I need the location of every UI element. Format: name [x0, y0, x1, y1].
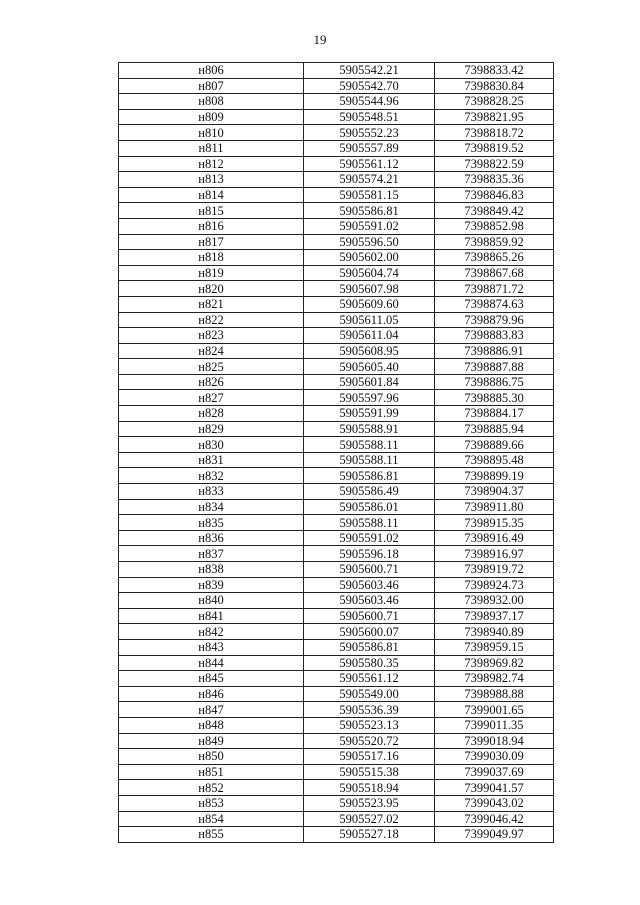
table-row [119, 499, 554, 515]
point-id-cell: н819 [119, 265, 304, 281]
x-coordinate-cell: 5905588.11 [304, 515, 435, 531]
coordinates-table-body [119, 63, 554, 843]
y-coordinate-cell: 7398835.36 [435, 172, 554, 188]
point-id-cell: н842 [119, 624, 304, 640]
x-coordinate-cell: 5905549.00 [304, 686, 435, 702]
table-row [119, 109, 554, 125]
x-coordinate-cell: 5905586.81 [304, 468, 435, 484]
y-coordinate-cell: 7398874.63 [435, 296, 554, 312]
table-row [119, 265, 554, 281]
y-coordinate-cell: 7398889.66 [435, 437, 554, 453]
y-coordinate-cell: 7399018.94 [435, 733, 554, 749]
x-coordinate-cell: 5905523.95 [304, 795, 435, 811]
table-row [119, 296, 554, 312]
table-row [119, 421, 554, 437]
point-id-cell: н822 [119, 312, 304, 328]
table-row [119, 468, 554, 484]
x-coordinate-cell: 5905586.81 [304, 203, 435, 219]
y-coordinate-cell: 7398915.35 [435, 515, 554, 531]
x-coordinate-cell: 5905596.50 [304, 234, 435, 250]
table-row [119, 702, 554, 718]
table-row [119, 172, 554, 188]
point-id-cell: н839 [119, 577, 304, 593]
y-coordinate-cell: 7398819.52 [435, 140, 554, 156]
x-coordinate-cell: 5905596.18 [304, 546, 435, 562]
x-coordinate-cell: 5905607.98 [304, 281, 435, 297]
point-id-cell: н821 [119, 296, 304, 312]
table-row [119, 359, 554, 375]
y-coordinate-cell: 7398828.25 [435, 94, 554, 110]
x-coordinate-cell: 5905588.91 [304, 421, 435, 437]
table-row [119, 406, 554, 422]
x-coordinate-cell: 5905518.94 [304, 780, 435, 796]
x-coordinate-cell: 5905591.99 [304, 406, 435, 422]
table-row [119, 717, 554, 733]
x-coordinate-cell: 5905603.46 [304, 593, 435, 609]
table-row [119, 452, 554, 468]
y-coordinate-cell: 7398852.98 [435, 218, 554, 234]
y-coordinate-cell: 7398879.96 [435, 312, 554, 328]
table-row [119, 63, 554, 79]
x-coordinate-cell: 5905523.13 [304, 717, 435, 733]
x-coordinate-cell: 5905600.71 [304, 562, 435, 578]
x-coordinate-cell: 5905580.35 [304, 655, 435, 671]
y-coordinate-cell: 7398883.83 [435, 328, 554, 344]
y-coordinate-cell: 7398867.68 [435, 265, 554, 281]
table-row [119, 671, 554, 687]
point-id-cell: н832 [119, 468, 304, 484]
table-row [119, 733, 554, 749]
page-number: 19 [313, 32, 327, 47]
table-row [119, 749, 554, 765]
x-coordinate-cell: 5905591.02 [304, 218, 435, 234]
table-row [119, 655, 554, 671]
y-coordinate-cell: 7398911.80 [435, 499, 554, 515]
point-id-cell: н826 [119, 374, 304, 390]
y-coordinate-cell: 7398887.88 [435, 359, 554, 375]
y-coordinate-cell: 7399001.65 [435, 702, 554, 718]
point-id-cell: н829 [119, 421, 304, 437]
point-id-cell: н838 [119, 562, 304, 578]
x-coordinate-cell: 5905536.39 [304, 702, 435, 718]
table-row [119, 795, 554, 811]
point-id-cell: н824 [119, 343, 304, 359]
table-row [119, 593, 554, 609]
table-row [119, 281, 554, 297]
y-coordinate-cell: 7398895.48 [435, 452, 554, 468]
x-coordinate-cell: 5905515.38 [304, 764, 435, 780]
table-row [119, 608, 554, 624]
point-id-cell: н831 [119, 452, 304, 468]
y-coordinate-cell: 7398886.75 [435, 374, 554, 390]
table-row [119, 156, 554, 172]
table-row [119, 187, 554, 203]
point-id-cell: н809 [119, 109, 304, 125]
point-id-cell: н841 [119, 608, 304, 624]
point-id-cell: н837 [119, 546, 304, 562]
table-row [119, 639, 554, 655]
x-coordinate-cell: 5905586.49 [304, 484, 435, 500]
y-coordinate-cell: 7398916.49 [435, 530, 554, 546]
point-id-cell: н827 [119, 390, 304, 406]
x-coordinate-cell: 5905527.02 [304, 811, 435, 827]
y-coordinate-cell: 7398924.73 [435, 577, 554, 593]
table-row [119, 437, 554, 453]
x-coordinate-cell: 5905542.70 [304, 78, 435, 94]
y-coordinate-cell: 7399041.57 [435, 780, 554, 796]
table-row [119, 218, 554, 234]
x-coordinate-cell: 5905588.11 [304, 452, 435, 468]
y-coordinate-cell: 7399030.09 [435, 749, 554, 765]
point-id-cell: н830 [119, 437, 304, 453]
point-id-cell: н823 [119, 328, 304, 344]
table-row [119, 328, 554, 344]
x-coordinate-cell: 5905561.12 [304, 671, 435, 687]
x-coordinate-cell: 5905601.84 [304, 374, 435, 390]
y-coordinate-cell: 7398988.88 [435, 686, 554, 702]
x-coordinate-cell: 5905600.07 [304, 624, 435, 640]
table-row [119, 764, 554, 780]
point-id-cell: н813 [119, 172, 304, 188]
y-coordinate-cell: 7398904.37 [435, 484, 554, 500]
point-id-cell: н820 [119, 281, 304, 297]
table-row [119, 686, 554, 702]
y-coordinate-cell: 7398959.15 [435, 639, 554, 655]
point-id-cell: н843 [119, 639, 304, 655]
x-coordinate-cell: 5905611.04 [304, 328, 435, 344]
y-coordinate-cell: 7398818.72 [435, 125, 554, 141]
table-row [119, 562, 554, 578]
coordinates-table [118, 62, 554, 843]
table-row [119, 250, 554, 266]
point-id-cell: н840 [119, 593, 304, 609]
table-row [119, 140, 554, 156]
point-id-cell: н833 [119, 484, 304, 500]
x-coordinate-cell: 5905561.12 [304, 156, 435, 172]
y-coordinate-cell: 7398865.26 [435, 250, 554, 266]
point-id-cell: н847 [119, 702, 304, 718]
y-coordinate-cell: 7399011.35 [435, 717, 554, 733]
x-coordinate-cell: 5905586.81 [304, 639, 435, 655]
point-id-cell: н812 [119, 156, 304, 172]
table-row [119, 780, 554, 796]
point-id-cell: н836 [119, 530, 304, 546]
point-id-cell: н808 [119, 94, 304, 110]
y-coordinate-cell: 7398859.92 [435, 234, 554, 250]
x-coordinate-cell: 5905602.00 [304, 250, 435, 266]
x-coordinate-cell: 5905527.18 [304, 827, 435, 843]
y-coordinate-cell: 7398833.42 [435, 63, 554, 79]
y-coordinate-cell: 7399049.97 [435, 827, 554, 843]
table-row [119, 234, 554, 250]
x-coordinate-cell: 5905552.23 [304, 125, 435, 141]
table-row [119, 390, 554, 406]
point-id-cell: н846 [119, 686, 304, 702]
table-row [119, 515, 554, 531]
x-coordinate-cell: 5905544.96 [304, 94, 435, 110]
x-coordinate-cell: 5905611.05 [304, 312, 435, 328]
x-coordinate-cell: 5905591.02 [304, 530, 435, 546]
x-coordinate-cell: 5905608.95 [304, 343, 435, 359]
point-id-cell: н834 [119, 499, 304, 515]
point-id-cell: н848 [119, 717, 304, 733]
point-id-cell: н807 [119, 78, 304, 94]
y-coordinate-cell: 7398830.84 [435, 78, 554, 94]
y-coordinate-cell: 7398940.89 [435, 624, 554, 640]
table-row [119, 343, 554, 359]
table-row [119, 484, 554, 500]
point-id-cell: н811 [119, 140, 304, 156]
y-coordinate-cell: 7399037.69 [435, 764, 554, 780]
point-id-cell: н851 [119, 764, 304, 780]
x-coordinate-cell: 5905603.46 [304, 577, 435, 593]
y-coordinate-cell: 7399043.02 [435, 795, 554, 811]
x-coordinate-cell: 5905557.89 [304, 140, 435, 156]
x-coordinate-cell: 5905517.16 [304, 749, 435, 765]
point-id-cell: н814 [119, 187, 304, 203]
table-row [119, 125, 554, 141]
x-coordinate-cell: 5905597.96 [304, 390, 435, 406]
table-row [119, 78, 554, 94]
x-coordinate-cell: 5905574.21 [304, 172, 435, 188]
point-id-cell: н828 [119, 406, 304, 422]
point-id-cell: н815 [119, 203, 304, 219]
table-row [119, 546, 554, 562]
point-id-cell: н825 [119, 359, 304, 375]
table-row [119, 811, 554, 827]
x-coordinate-cell: 5905588.11 [304, 437, 435, 453]
table-row [119, 530, 554, 546]
y-coordinate-cell: 7398937.17 [435, 608, 554, 624]
point-id-cell: н816 [119, 218, 304, 234]
point-id-cell: н835 [119, 515, 304, 531]
point-id-cell: н817 [119, 234, 304, 250]
table-row [119, 94, 554, 110]
y-coordinate-cell: 7398916.97 [435, 546, 554, 562]
x-coordinate-cell: 5905548.51 [304, 109, 435, 125]
y-coordinate-cell: 7398899.19 [435, 468, 554, 484]
x-coordinate-cell: 5905520.72 [304, 733, 435, 749]
x-coordinate-cell: 5905604.74 [304, 265, 435, 281]
table-row [119, 203, 554, 219]
y-coordinate-cell: 7398885.94 [435, 421, 554, 437]
y-coordinate-cell: 7398871.72 [435, 281, 554, 297]
x-coordinate-cell: 5905609.60 [304, 296, 435, 312]
point-id-cell: н806 [119, 63, 304, 79]
x-coordinate-cell: 5905605.40 [304, 359, 435, 375]
table-row [119, 374, 554, 390]
y-coordinate-cell: 7398884.17 [435, 406, 554, 422]
point-id-cell: н854 [119, 811, 304, 827]
point-id-cell: н855 [119, 827, 304, 843]
point-id-cell: н850 [119, 749, 304, 765]
y-coordinate-cell: 7398822.59 [435, 156, 554, 172]
x-coordinate-cell: 5905581.15 [304, 187, 435, 203]
y-coordinate-cell: 7398969.82 [435, 655, 554, 671]
table-row [119, 312, 554, 328]
y-coordinate-cell: 7398846.83 [435, 187, 554, 203]
y-coordinate-cell: 7399046.42 [435, 811, 554, 827]
point-id-cell: н849 [119, 733, 304, 749]
y-coordinate-cell: 7398982.74 [435, 671, 554, 687]
x-coordinate-cell: 5905542.21 [304, 63, 435, 79]
point-id-cell: н844 [119, 655, 304, 671]
y-coordinate-cell: 7398885.30 [435, 390, 554, 406]
y-coordinate-cell: 7398886.91 [435, 343, 554, 359]
y-coordinate-cell: 7398821.95 [435, 109, 554, 125]
point-id-cell: н845 [119, 671, 304, 687]
y-coordinate-cell: 7398849.42 [435, 203, 554, 219]
point-id-cell: н853 [119, 795, 304, 811]
y-coordinate-cell: 7398919.72 [435, 562, 554, 578]
x-coordinate-cell: 5905586.01 [304, 499, 435, 515]
point-id-cell: н818 [119, 250, 304, 266]
table-row [119, 827, 554, 843]
point-id-cell: н810 [119, 125, 304, 141]
point-id-cell: н852 [119, 780, 304, 796]
table-row [119, 577, 554, 593]
table-row [119, 624, 554, 640]
y-coordinate-cell: 7398932.00 [435, 593, 554, 609]
x-coordinate-cell: 5905600.71 [304, 608, 435, 624]
